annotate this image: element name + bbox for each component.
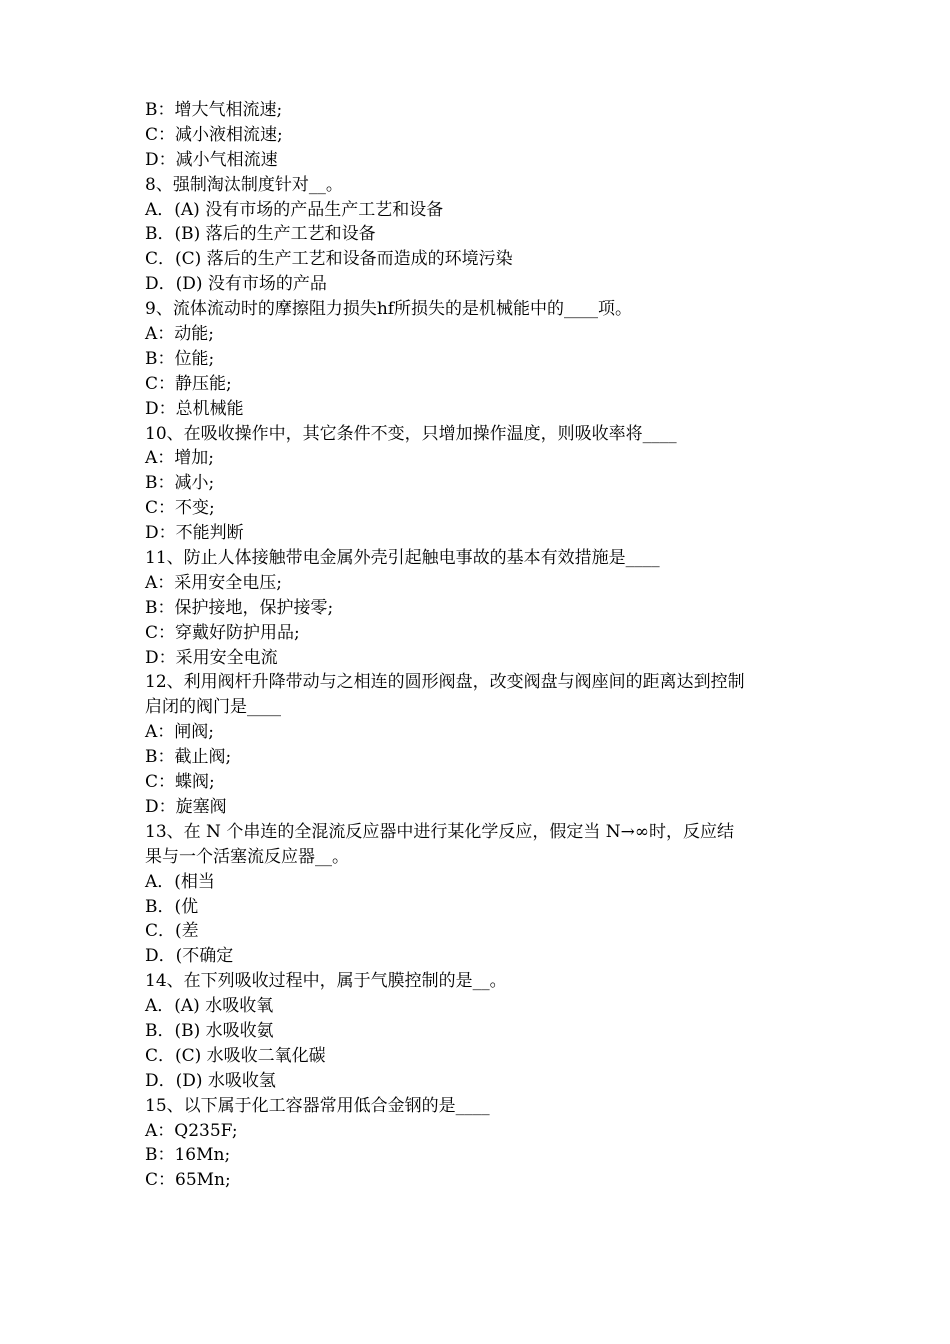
text-line: 果与一个活塞流反应器__。 <box>145 846 349 867</box>
text-line: A：Q235F; <box>145 1120 238 1141</box>
text-line: D．(D) 没有市场的产品 <box>145 274 327 295</box>
text-line: A：动能; <box>145 324 215 345</box>
text-line: B：16Mn; <box>145 1145 231 1166</box>
text-line: B：截止阀; <box>145 747 232 768</box>
text-line: 13、在 N 个串连的全混流反应器中进行某化学反应，假定当 N→∞时，反应结 <box>145 821 734 842</box>
text-line: 12、利用阀杆升降带动与之相连的圆形阀盘，改变阀盘与阀座间的距离达到控制 <box>145 672 745 693</box>
text-line: D：总机械能 <box>145 398 244 419</box>
text-line: D．(D) 水吸收氢 <box>145 1070 276 1091</box>
text-line: 11、防止人体接触带电金属外壳引起触电事故的基本有效措施是____ <box>145 548 660 569</box>
text-line: 14、在下列吸收过程中，属于气膜控制的是__。 <box>145 971 507 992</box>
text-line: C．(C) 水吸收二氧化碳 <box>145 1045 326 1066</box>
text-line: D：减小气相流速 <box>145 149 278 170</box>
text-line: 15、以下属于化工容器常用低合金钢的是____ <box>145 1095 490 1116</box>
text-line: B：减小; <box>145 473 215 494</box>
text-line: B．(B) 水吸收氨 <box>145 1020 274 1041</box>
text-line: 8、强制淘汰制度针对__。 <box>145 174 343 195</box>
text-line: C．(C) 落后的生产工艺和设备而造成的环境污染 <box>145 249 513 270</box>
text-line: B：保护接地，保护接零; <box>145 597 334 618</box>
text-line: C：65Mn; <box>145 1170 231 1191</box>
text-line: D：不能判断 <box>145 523 244 544</box>
text-line: C：静压能; <box>145 373 232 394</box>
text-line: A．(A) 没有市场的产品生产工艺和设备 <box>145 199 444 220</box>
text-line: C：蝶阀; <box>145 772 215 793</box>
text-line: D：旋塞阀 <box>145 796 227 817</box>
text-line: B．(B) 落后的生产工艺和设备 <box>145 224 376 245</box>
text-line: A．(相当 <box>145 871 215 892</box>
text-line: C：穿戴好防护用品; <box>145 622 300 643</box>
text-line: B．(优 <box>145 896 199 917</box>
text-line: A：闸阀; <box>145 722 215 743</box>
text-line: C．(差 <box>145 921 199 942</box>
text-line: A．(A) 水吸收氧 <box>145 996 274 1017</box>
text-line: A：增加; <box>145 448 215 469</box>
text-line: 启闭的阀门是____ <box>145 697 281 718</box>
text-line: C：不变; <box>145 498 215 519</box>
text-line: 10、在吸收操作中，其它条件不变，只增加操作温度，则吸收率将____ <box>145 423 677 444</box>
text-line: 9、流体流动时的摩擦阻力损失hf所损失的是机械能中的____项。 <box>145 299 633 320</box>
text-line: D：采用安全电流 <box>145 647 278 668</box>
text-line: C：减小液相流速; <box>145 124 283 145</box>
text-line: B：增大气相流速; <box>145 100 283 120</box>
text-line: A：采用安全电压; <box>145 572 283 593</box>
text-line: B：位能; <box>145 348 215 369</box>
text-line: D．(不确定 <box>145 946 234 967</box>
document-text <box>145 98 810 1193</box>
